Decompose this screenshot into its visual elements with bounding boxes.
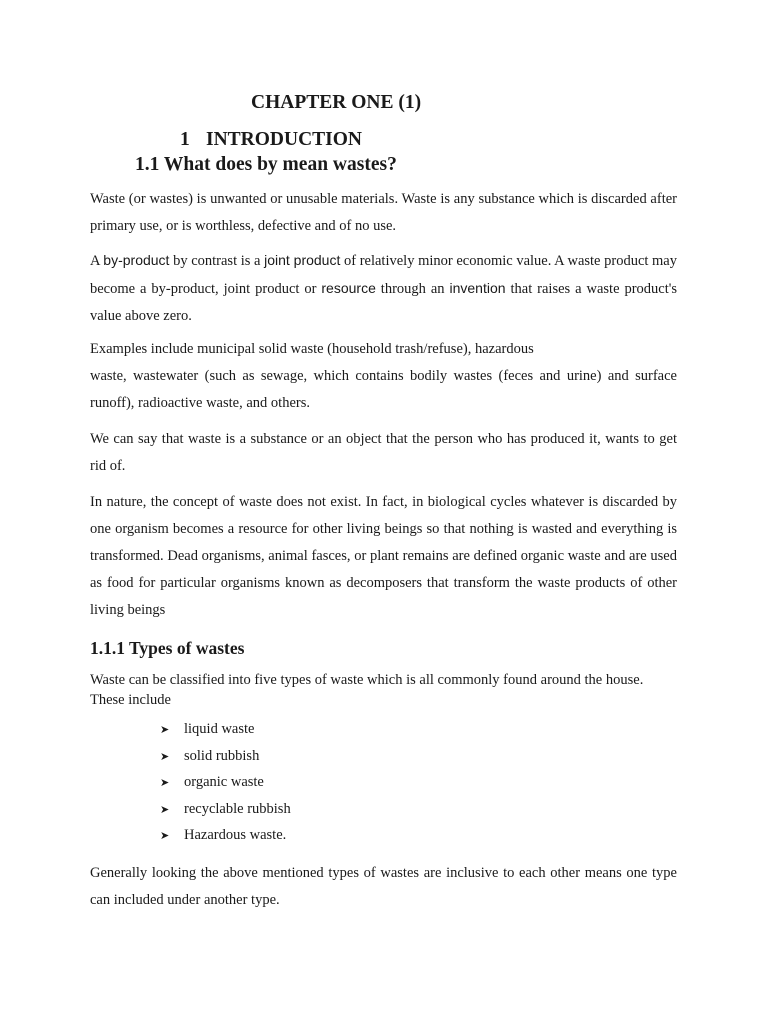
list-item-label: recyclable rubbish: [184, 800, 291, 817]
paragraph-get-rid-of: We can say that waste is a substance or an object that the person who has produced it, wants to get rid of.: [90, 431, 677, 474]
list-item: [160, 716, 291, 743]
intro-heading-number: 1: [180, 129, 190, 150]
paragraph-conclusion: Generally looking the above mentioned types of wastes are inclusive to each other means one type can included under another type.: [90, 865, 677, 908]
text-run: that raises a waste product's value above zero.: [90, 281, 677, 324]
section-heading: 1.1 What does by mean wastes?: [135, 154, 397, 175]
arrow-bullet-icon: ➤: [160, 802, 170, 816]
text-run: A: [90, 253, 104, 269]
arrow-bullet-icon: ➤: [160, 749, 170, 763]
text-run: by contrast is a: [169, 253, 265, 269]
arrow-bullet-icon: ➤: [160, 829, 170, 843]
list-item-label: liquid waste: [184, 721, 255, 737]
list-item-label: solid rubbish: [184, 747, 260, 764]
paragraph-classification: Waste can be classified into five types of waste which is all commonly found around the house. These include: [90, 672, 644, 708]
examples-line-rest: waste, wastewater (such as sewage, which contains bodily wastes (feces and urine) and surface runoff), radioactive waste, and others.: [90, 368, 677, 411]
list-item-label: organic waste: [184, 774, 264, 791]
list-item-label: Hazardous waste.: [184, 827, 287, 844]
link-by-product[interactable]: by-product: [103, 252, 170, 268]
list-item: [160, 822, 291, 849]
examples-line-1: Examples include municipal solid waste (household trash/refuse), hazardous: [90, 341, 534, 357]
list-item: [160, 743, 291, 770]
intro-heading: [180, 129, 362, 151]
arrow-bullet-icon: ➤: [160, 723, 170, 736]
arrow-bullet-icon: ➤: [160, 776, 170, 790]
waste-types-list: [160, 716, 291, 849]
chapter-heading: CHAPTER ONE (1): [251, 92, 422, 113]
link-joint-product[interactable]: joint product: [264, 252, 341, 268]
text-run: of relatively minor economic value. A waste product may become a by-product, joint product or: [90, 253, 677, 297]
list-item: [160, 769, 291, 796]
list-item: [160, 796, 291, 823]
paragraph-waste-definition: Waste (or wastes) is unwanted or unusable materials. Waste is any substance which is discarded after primary use, or is worthless, defective and of no use.: [90, 191, 677, 234]
link-invention[interactable]: invention: [449, 280, 506, 296]
subsection-heading: 1.1.1 Types of wastes: [90, 638, 245, 658]
paragraph-examples: [90, 336, 677, 417]
paragraph-nature: In nature, the concept of waste does not exist. In fact, in biological cycles whatever is discarded by one organism becomes a resource for other living beings so that nothing is wasted and everything is transformed. Dead organisms, animal fasces, or plant remains are defined organic waste and are used as food for particular organisms known as decomposers that transform the waste products of other living beings: [90, 494, 677, 618]
text-run: through an: [375, 281, 450, 297]
intro-heading-title: INTRODUCTION: [206, 129, 363, 150]
paragraph-by-product: [90, 247, 677, 330]
link-resource[interactable]: resource: [321, 280, 376, 296]
